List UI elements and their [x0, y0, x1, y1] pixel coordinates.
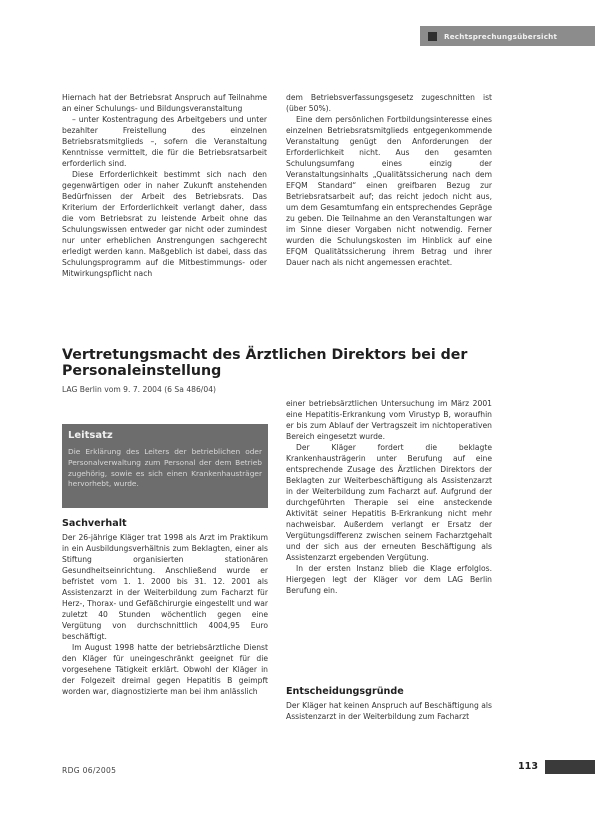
- entscheidung-heading: Entscheidungsgründe: [286, 686, 404, 697]
- entscheidung-column: [286, 700, 492, 722]
- case-citation: LAG Berlin vom 9. 7. 2004 (6 Sa 486/04): [62, 385, 216, 394]
- top-right-column: [286, 92, 492, 268]
- paragraph: Hiernach hat der Betriebsrat Anspruch auf Teilnahme an einer Schulungs- und Bildungsveranstaltung: [62, 93, 267, 113]
- sachverhalt-column: [62, 532, 268, 697]
- top-left-column: [62, 92, 267, 279]
- paragraph: dem Betriebsverfassungsgesetz zugeschnitten ist (über 50%).: [286, 93, 492, 113]
- paragraph: Eine dem persönlichen Fortbildungsinteresse eines einzelnen Betriebsratsmitglieds entgegenkommende Veranstaltung genügt den Anforderungen der Erforderlichkeit nicht. Aus den gesamten Schulungsumfang eines einzig der Veranstaltungsinhalts „Qualitätssicherung nach dem EFQM Standard“ einen greifbaren Bezug zur Betriebsratsarbeit auf; das reicht jedoch nicht aus, um dem Gesamtumfang ein entsprechendes Gepräge zu geben. Die Teilnahme an den Veranstaltungen war im Sinne dieser Vorgaben nicht notwendig. Ferner wurden die Schulungskosten im Hinblick auf eine EFQM Qualitätssicherung ihrem Betrag und ihrer Dauer nach als nicht angemessen erachtet.: [286, 115, 492, 267]
- paragraph: Im August 1998 hatte der betriebsärztliche Dienst den Kläger für uneingeschränkt geeignet für die vorgesehene Tätigkeit erklärt. Obwohl der Kläger in der Folgezeit dreimal gegen Hepatitis B geimpft worden war, diagnostizierte man bei ihm anlässlich: [62, 643, 268, 696]
- leitsatz-text: Die Erklärung des Leiters der betrieblichen oder Personalverwaltung zum Personal der dem Betrieb zugehörig, sowie es sich einen Krankenhausträger hervorhebt, wurde.: [68, 447, 262, 489]
- paragraph: Der 26-jährige Kläger trat 1998 als Arzt im Praktikum in ein Ausbildungsverhältnis zum Beklagten, einer als Stiftung organisierten stationären Gesundheitseinrichtung. Anschließend wurde er befristet vom 1. 1. 2000 bis 31. 12. 2001 als Assistenzarzt in der Weiterbildung zum Facharzt für Herz-, Thorax- und Gefäßchirurgie eingestellt und war zuletzt 40 Stunden wöchentlich gegen eine Vergütung von durchschnittlich 4004,95 Euro beschäftigt.: [62, 533, 268, 641]
- journal-issue: RDG 06/2005: [62, 766, 117, 775]
- paragraph: Der Kläger fordert die beklagte Krankenhausträgerin unter Berufung auf eine entsprechende Zusage des Ärztlichen Direktors der Beklagten zur Weiterbeschäftigung als Assistenzarzt in der Weiterbildung zum Facharzt auf. Aufgrund der durchgeführten Therapie sei eine ansteckende Aktivität seiner Hepatitis B-Erkrankung nicht mehr nachweisbar. Außerdem verlangt er Ersatz der Vergütungsdifferenz zwischen seinem Facharztgehalt und der sich aus der erneuten Beschäftigung als Assistenzarzt ergebenden Vergütung.: [286, 443, 492, 562]
- section-header-bar: [420, 26, 595, 46]
- leitsatz-box: [62, 424, 268, 508]
- leitsatz-title: Leitsatz: [68, 430, 113, 441]
- sachverhalt-heading: Sachverhalt: [62, 518, 127, 529]
- paragraph: Der Kläger hat keinen Anspruch auf Beschäftigung als Assistenzarzt in der Weiterbildung zum Facharzt: [286, 701, 492, 721]
- right-column: [286, 398, 492, 596]
- page-number: 113: [518, 761, 539, 772]
- paragraph: – unter Kostentragung des Arbeitgebers und unter bezahlter Freistellung des einzelnen Betriebsratsmitglieds –, sofern die Veranstaltung Kenntnisse vermittelt, die für die Betriebsratsarbeit erforderlich sind.: [62, 115, 267, 168]
- footer-bar: [545, 760, 595, 774]
- paragraph: einer betriebsärztlichen Untersuchung im März 2001 eine Hepatitis-Erkrankung vom Virustyp B, woraufhin er bis zum Ablauf der Vertragszeit im nichtoperativen Bereich eingesetzt wurde.: [286, 399, 492, 441]
- header-square-icon: [428, 32, 437, 41]
- section-header-label: Rechtsprechungsübersicht: [444, 31, 558, 41]
- case-title: Vertretungsmacht des Ärztlichen Direktors bei der Personaleinstellung: [62, 347, 468, 379]
- paragraph: Diese Erforderlichkeit bestimmt sich nach den gegenwärtigen oder in naher Zukunft anstehenden Bedürfnissen der Arbeit des Betriebsrats. Das Kriterium der Erforderlichkeit verlangt daher, dass die vom Betriebsrat zu leistende Arbeit ohne das Schulungswissen entweder gar nicht oder zumindest nur unter erheblichen Anstrengungen sachgerecht erledigt werden kann. Maßgeblich ist dabei, dass das Schulungsprogramm auf die Mitbestimmungs- oder Mitwirkungspflicht nach: [62, 170, 267, 278]
- paragraph: In der ersten Instanz blieb die Klage erfolglos. Hiergegen legt der Kläger vor dem LAG Berlin Berufung ein.: [286, 564, 492, 595]
